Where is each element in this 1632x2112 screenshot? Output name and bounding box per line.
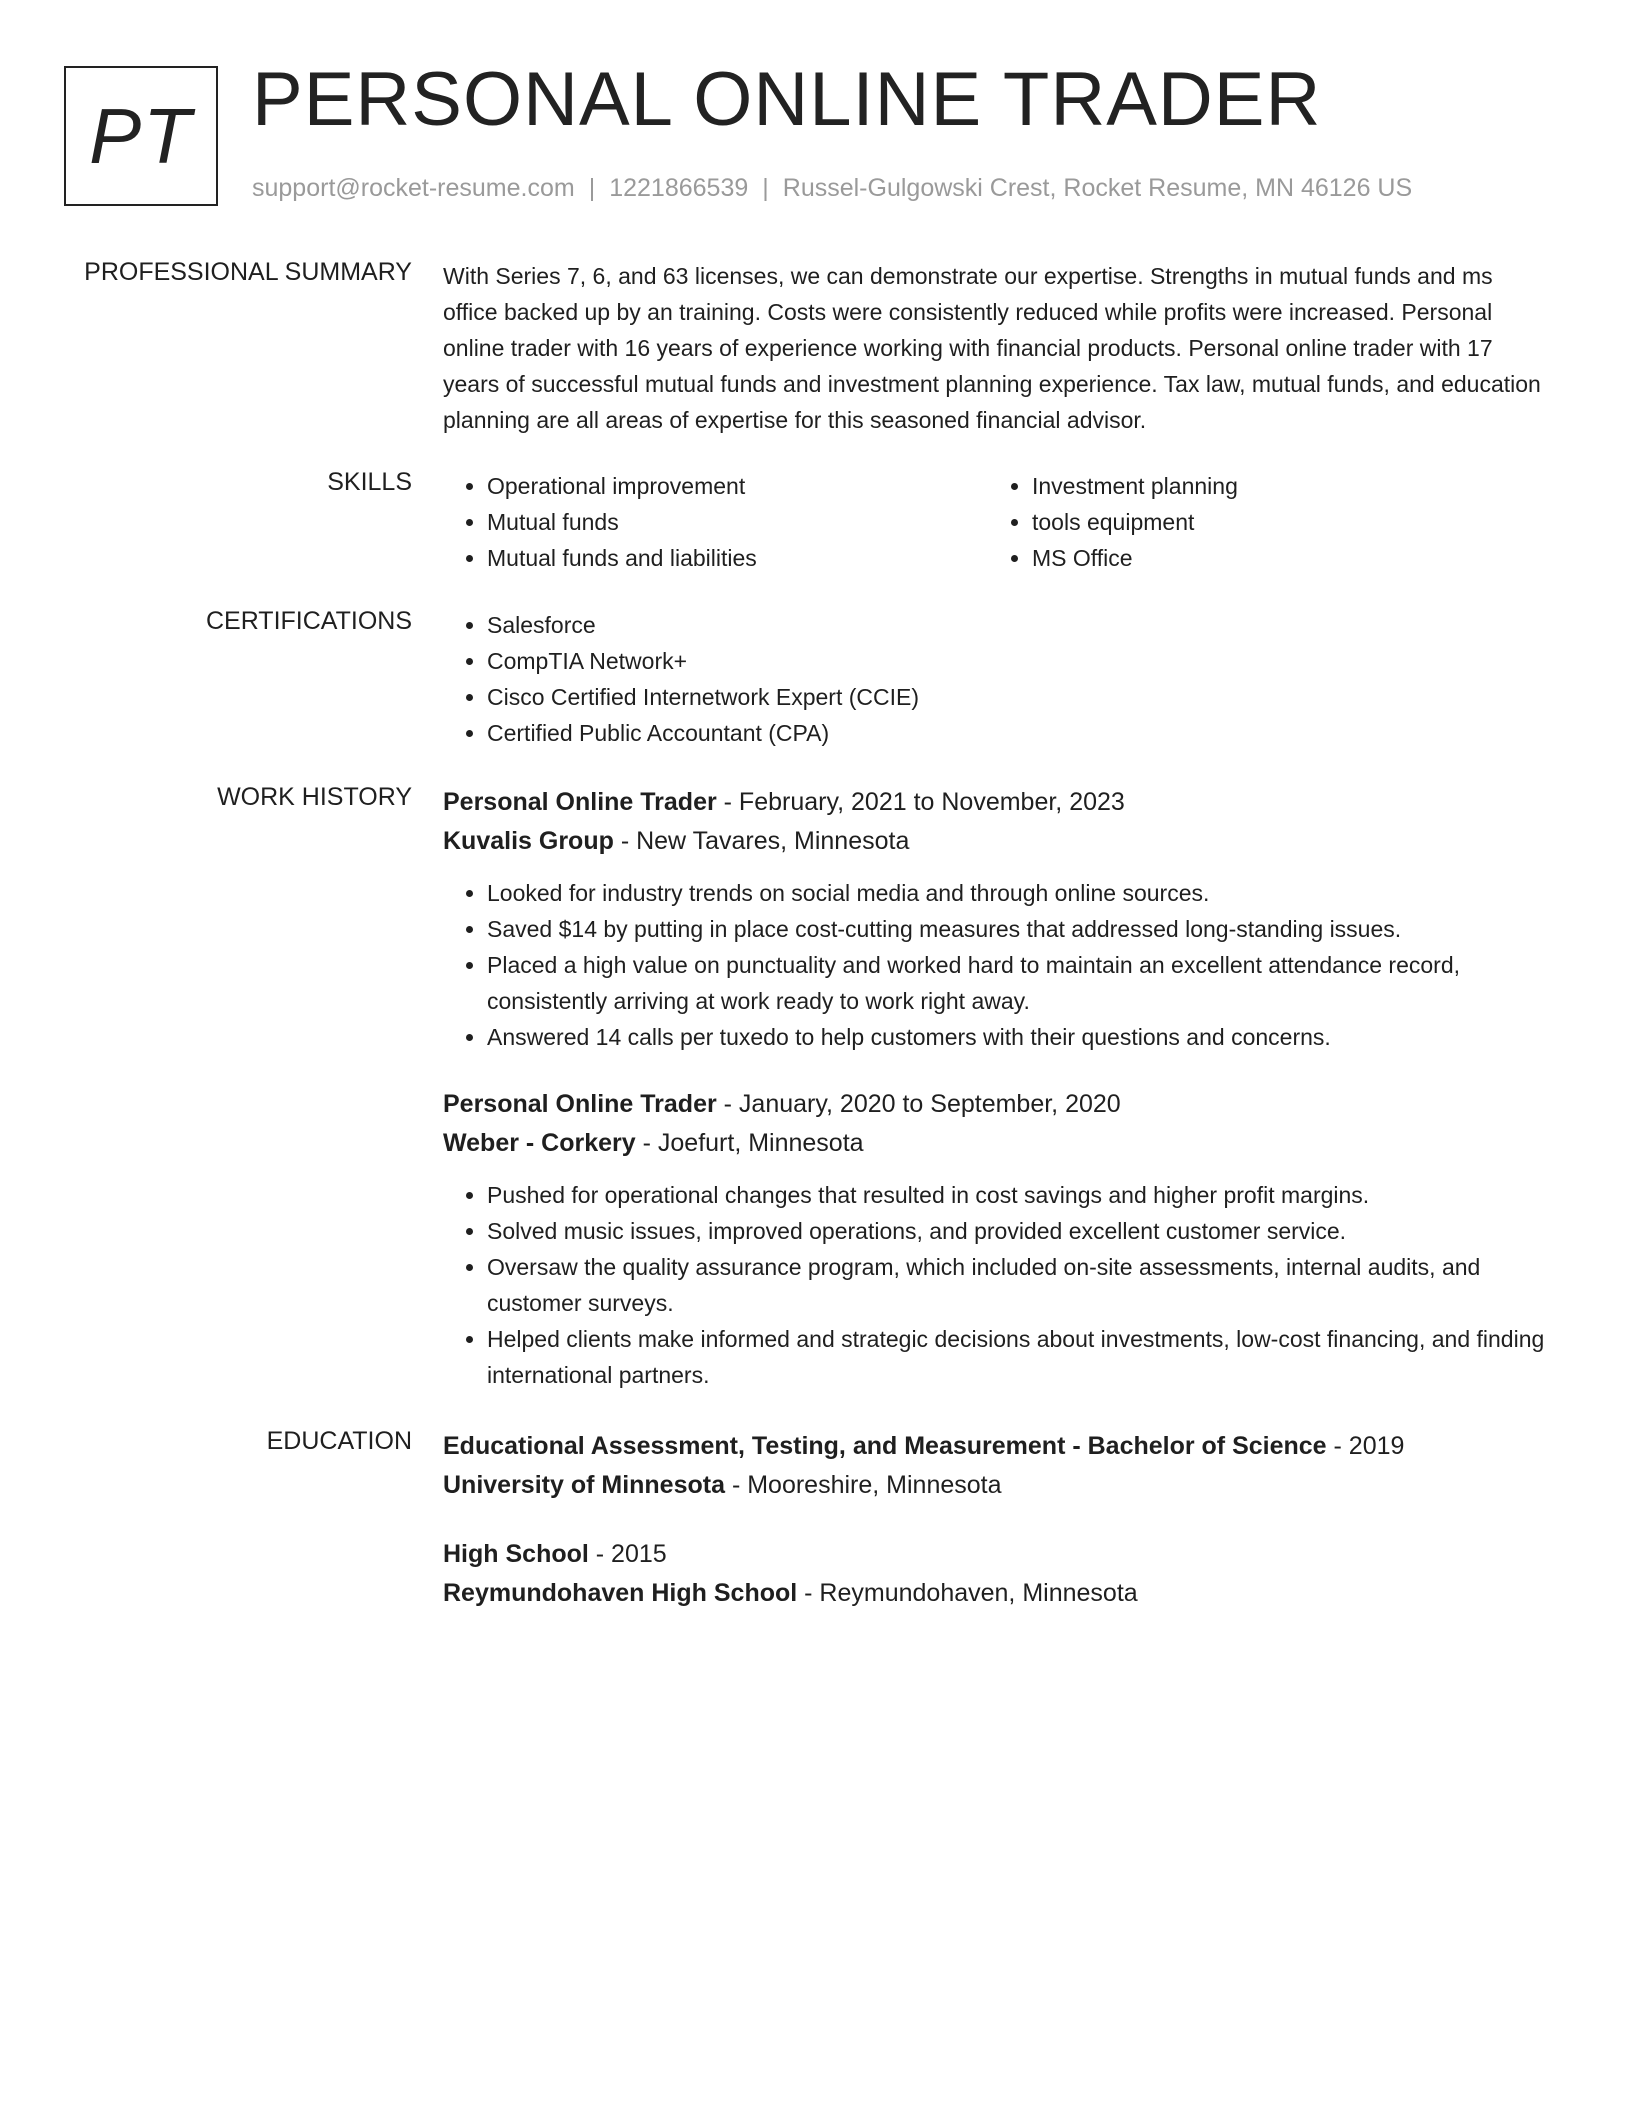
certifications-list <box>443 607 1553 751</box>
summary-text: With Series 7, 6, and 63 licenses, we can demonstrate our expertise. Strengths in mutual funds and ms office backed up by an training. Costs were consistently reduced while profits were increased. Personal online trader with 16 years of experience working with financial products. Personal online trader with 17 years of successful mutual funds and investment planning experience. Tax law, mutual funds, and education planning are all areas of expertise for this seasoned financial advisor. <box>443 263 1541 433</box>
education-body <box>443 1427 1553 1643</box>
skill-item: • Mutual funds and liabilities <box>487 540 988 576</box>
job-role: Personal Online Trader <box>443 1090 717 1118</box>
education-year: - 2015 <box>588 1540 667 1568</box>
section-title-work: WORK HISTORY <box>217 783 412 811</box>
job-dates: - January, 2020 to September, 2020 <box>716 1090 1121 1118</box>
contact-separator: | <box>762 174 769 202</box>
job-entry <box>443 1085 1553 1393</box>
section-title-summary: PROFESSIONAL SUMMARY <box>84 258 412 286</box>
skill-item: • Operational improvement <box>487 468 988 504</box>
job-company: Kuvalis Group <box>443 827 614 855</box>
candidate-name: PERSONAL ONLINE TRADER <box>252 57 1322 142</box>
work-body <box>443 783 1553 1423</box>
certification-item: • Salesforce <box>487 607 1553 643</box>
education-school: University of Minnesota <box>443 1471 725 1499</box>
education-entry <box>443 1427 1553 1505</box>
job-company-line <box>443 822 1553 861</box>
job-bullets <box>443 875 1553 1055</box>
skills-list-left <box>443 468 988 576</box>
certifications-body <box>443 607 1553 751</box>
job-bullets <box>443 1177 1553 1393</box>
education-school: Reymundohaven High School <box>443 1579 798 1607</box>
education-entry <box>443 1535 1553 1613</box>
job-bullet: • Pushed for operational changes that resulted in cost savings and higher profit margins. <box>487 1177 1553 1213</box>
job-entry <box>443 783 1553 1055</box>
job-bullet: • Placed a high value on punctuality and worked hard to maintain an excellent attendance record, consistently arriving at work ready to work right away. <box>487 947 1553 1019</box>
education-school-line <box>443 1466 1553 1505</box>
skill-item: • Investment planning <box>1032 468 1533 504</box>
job-company: Weber - Corkery <box>443 1129 636 1157</box>
job-dates: - February, 2021 to November, 2023 <box>716 788 1125 816</box>
job-role: Personal Online Trader <box>443 788 717 816</box>
section-title-education: EDUCATION <box>266 1427 412 1455</box>
job-bullet: • Looked for industry trends on social media and through online sources. <box>487 875 1553 911</box>
education-year: - 2019 <box>1326 1432 1405 1460</box>
education-location: - Reymundohaven, Minnesota <box>797 1579 1138 1607</box>
job-company-line <box>443 1124 1553 1163</box>
section-title-skills: SKILLS <box>327 468 412 496</box>
education-degree-line <box>443 1427 1553 1466</box>
contact-email: support@rocket-resume.com <box>252 174 575 202</box>
contact-line <box>252 174 1412 203</box>
skills-grid <box>443 468 1553 576</box>
section-title-certifications: CERTIFICATIONS <box>205 607 412 635</box>
education-degree-line <box>443 1535 1553 1574</box>
job-bullet: • Answered 14 calls per tuxedo to help customers with their questions and concerns. <box>487 1019 1553 1055</box>
skill-item: • tools equipment <box>1032 504 1533 540</box>
job-bullet: • Saved $14 by putting in place cost-cutting measures that addressed long-standing issues. <box>487 911 1553 947</box>
job-bullet: • Oversaw the quality assurance program, which included on-site assessments, internal audits, and customer surveys. <box>487 1249 1553 1321</box>
job-title-line <box>443 1085 1553 1124</box>
education-location: - Mooreshire, Minnesota <box>725 1471 1002 1499</box>
education-degree: Educational Assessment, Testing, and Measurement - Bachelor of Science <box>443 1432 1327 1460</box>
education-degree: High School <box>443 1540 589 1568</box>
certification-item: • CompTIA Network+ <box>487 643 1553 679</box>
monogram-box <box>64 66 218 206</box>
certification-item: • Cisco Certified Internetwork Expert (CCIE) <box>487 679 1553 715</box>
skill-item: • Mutual funds <box>487 504 988 540</box>
contact-address: Russel-Gulgowski Crest, Rocket Resume, MN 46126 US <box>782 174 1413 202</box>
monogram-initials: PT <box>89 91 193 180</box>
job-title-line <box>443 783 1553 822</box>
contact-separator: | <box>588 174 596 202</box>
contact-phone: 1221866539 <box>609 174 749 202</box>
job-bullet: • Solved music issues, improved operations, and provided excellent customer service. <box>487 1213 1553 1249</box>
education-school-line <box>443 1574 1553 1613</box>
job-bullet: • Helped clients make informed and strategic decisions about investments, low-cost financing, and finding international partners. <box>487 1321 1553 1393</box>
skill-item: • MS Office <box>1032 540 1533 576</box>
job-location: - Joefurt, Minnesota <box>635 1129 864 1157</box>
certification-item: • Certified Public Accountant (CPA) <box>487 715 1553 751</box>
skills-list-right <box>988 468 1533 576</box>
job-location: - New Tavares, Minnesota <box>613 827 910 855</box>
